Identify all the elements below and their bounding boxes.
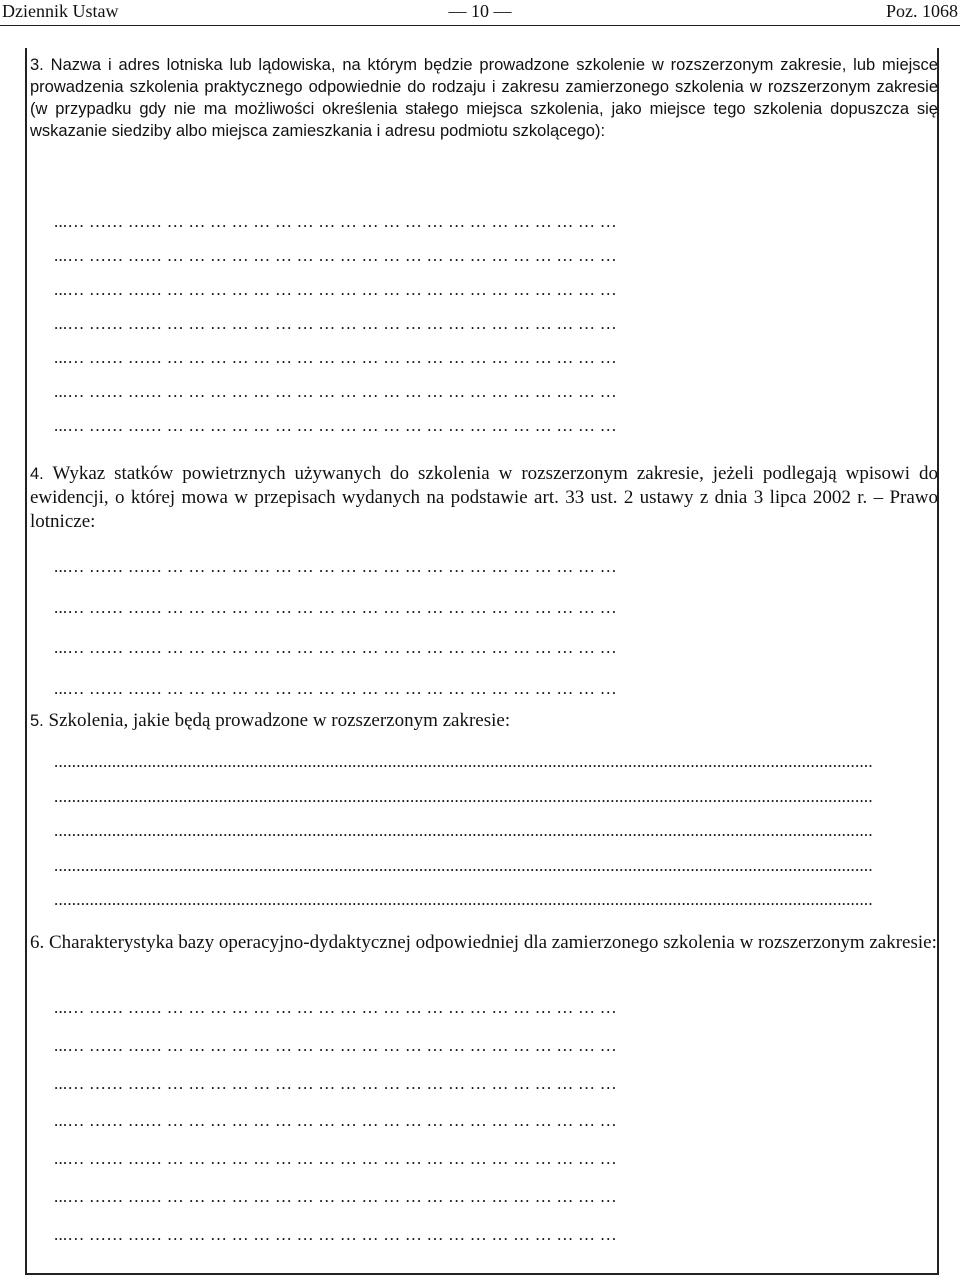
fill-in-line: ...… …… …… … … … … … … … … … … … … … … … … … … … … … — [54, 212, 617, 231]
section-4-text: Wykaz statków powietrznych używanych do szkolenia w rozszerzonym zakresie, jeżeli podlegają wpisowi do ewidencji, o której mowa w przepisach wydanych na podstawie art. 33 ust. 2 ustawy z dnia 3 lipca 2002 r. – Prawo lotnicze: — [30, 463, 938, 532]
section-4-paragraph — [30, 462, 938, 534]
section-4 — [30, 462, 938, 534]
fill-in-line: ........................................................................................................................................................................................ — [54, 786, 873, 806]
header-divider — [0, 25, 960, 26]
fill-in-line: ...… …… …… … … … … … … … … … … … … … … … … … … … … … — [54, 1035, 617, 1055]
section-5 — [30, 710, 938, 732]
section-3-text: Nazwa i adres lotniska lub lądowiska, na którym będzie prowadzone szkolenie w rozszerzonym zakresie, lub miejsce prowadzenia szkolenia praktycznego odpowiednie do rodzaju i zakresu zamierzonego szkolenia w rozszerzonym zakresie (w przypadku gdy nie ma możliwości określenia stałego miejsca szkolenia, jako miejsce tego szkolenia dopuszcza się wskazanie siedziby albo miejsca zamieszkania i adresu podmiotu szkolącego): — [30, 56, 938, 140]
fill-in-line: ...… …… …… … … … … … … … … … … … … … … … … … … … … … — [54, 557, 617, 576]
fill-in-line: ........................................................................................................................................................................................ — [54, 821, 873, 840]
fill-in-line: ...… …… …… … … … … … … … … … … … … … … … … … … … … … — [54, 678, 617, 698]
fill-in-line: ...… …… …… … … … … … … … … … … … … … … … … … … … … … — [54, 348, 617, 367]
fill-in-line: ........................................................................................................................................................................................ — [54, 752, 873, 771]
fill-in-line: ...… …… …… … … … … … … … … … … … … … … … … … … … … … — [54, 1111, 617, 1131]
page-number: — 10 — — [448, 1, 512, 21]
section-5-text: Szkolenia, jakie będą prowadzone w rozszerzonym zakresie: — [48, 710, 511, 731]
section-3-number: 3. — [30, 56, 44, 74]
fill-in-line: ...… …… …… … … … … … … … … … … … … … … … … … … … … … — [54, 382, 617, 401]
position-number: Poz. 1068 — [886, 1, 958, 21]
section-3 — [30, 54, 938, 142]
fill-in-line: ...… …… …… … … … … … … … … … … … … … … … … … … … … … — [54, 246, 617, 265]
fill-in-line: ...… …… …… … … … … … … … … … … … … … … … … … … … … … — [54, 280, 617, 299]
section-3-paragraph — [30, 54, 938, 142]
section-5-number: 5. — [30, 712, 44, 730]
fill-in-line: ...… …… …… … … … … … … … … … … … … … … … … … … … … … — [54, 998, 617, 1017]
section-6 — [30, 932, 938, 954]
fill-in-line: ...… …… …… … … … … … … … … … … … … … … … … … … … … … — [54, 1149, 617, 1169]
fill-in-line: ...… …… …… … … … … … … … … … … … … … … … … … … … … … — [54, 1224, 617, 1244]
section-5-paragraph — [30, 710, 938, 732]
section-6-paragraph — [30, 932, 938, 954]
section-6-number: 6. — [30, 932, 45, 953]
fill-in-line: ...… …… …… … … … … … … … … … … … … … … … … … … … … … — [54, 416, 617, 435]
journal-title: Dziennik Ustaw — [2, 1, 119, 21]
fill-in-line: ........................................................................................................................................................................................ — [54, 855, 873, 875]
page-header — [0, 0, 960, 24]
fill-in-line: ........................................................................................................................................................................................ — [54, 890, 873, 909]
section-4-number: 4. — [30, 465, 44, 483]
fill-in-line: ...… …… …… … … … … … … … … … … … … … … … … … … … … … — [54, 638, 617, 657]
fill-in-line: ...… …… …… … … … … … … … … … … … … … … … … … … … … … — [54, 597, 617, 617]
fill-in-line: ...… …… …… … … … … … … … … … … … … … … … … … … … … … — [54, 1073, 617, 1093]
fill-in-line: ...… …… …… … … … … … … … … … … … … … … … … … … … … … — [54, 1187, 617, 1206]
fill-in-line: ...… …… …… … … … … … … … … … … … … … … … … … … … … … — [54, 314, 617, 333]
section-6-text: Charakterystyka bazy operacyjno-dydaktycznej odpowiedniej dla zamierzonego szkolenia w rozszerzonym zakresie: — [49, 932, 937, 953]
